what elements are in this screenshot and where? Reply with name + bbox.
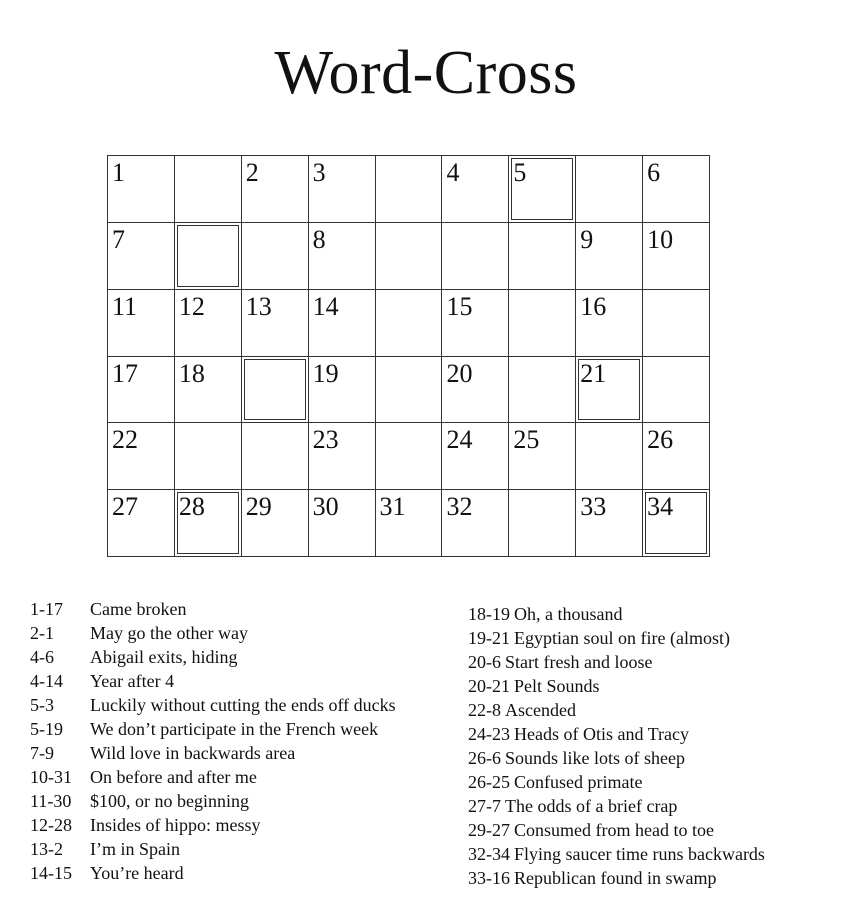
clue-text: Consumed from head to toe	[514, 820, 714, 840]
cell-number: 11	[112, 291, 138, 321]
clue-text: Oh, a thousand	[514, 604, 623, 624]
grid-cell[interactable]	[309, 423, 376, 490]
cell-number: 29	[245, 492, 272, 522]
grid-cell[interactable]	[108, 357, 175, 424]
cell-number: 24	[446, 425, 473, 455]
clue-item	[468, 746, 765, 770]
grid-cell[interactable]	[576, 290, 643, 357]
cell-number: 2	[245, 158, 259, 187]
clue-text: Egyptian soul on fire (almost)	[514, 628, 730, 648]
clue-item	[468, 842, 765, 866]
clue-ref: 10-31	[30, 767, 72, 787]
clue-text: Year after 4	[90, 671, 175, 691]
grid-cell[interactable]	[309, 156, 376, 223]
cell-number: 22	[112, 425, 138, 455]
grid-cell[interactable]	[175, 290, 242, 357]
grid-cell[interactable]	[242, 223, 309, 290]
clue-item	[468, 866, 765, 890]
clue-ref: 24-23	[468, 724, 510, 744]
clue-text: May go the other way	[90, 623, 248, 643]
grid-cell[interactable]	[643, 423, 710, 490]
cell-number: 13	[245, 291, 272, 321]
grid-cell[interactable]	[643, 490, 710, 557]
grid-cell[interactable]	[242, 490, 309, 557]
cell-number: 33	[580, 492, 607, 522]
grid-cell[interactable]	[242, 357, 309, 424]
grid-cell[interactable]	[108, 490, 175, 557]
clue-item	[468, 650, 765, 674]
clue-item	[468, 602, 765, 626]
grid-cell[interactable]	[108, 423, 175, 490]
cell-number: 20	[446, 358, 473, 388]
clue-item	[468, 626, 765, 650]
cell-number: 15	[446, 291, 473, 321]
grid-cell[interactable]	[442, 156, 509, 223]
clue-ref: 7-9	[30, 743, 54, 763]
grid-cell[interactable]	[509, 357, 576, 424]
cell-number: 8	[312, 224, 326, 254]
clue-text: The odds of a brief crap	[505, 796, 678, 816]
clue-text: On before and after me	[90, 767, 257, 787]
clue-ref: 20-6	[468, 652, 501, 672]
cell-number: 14	[312, 291, 339, 321]
clue-text: Insides of hippo: messy	[90, 815, 261, 835]
clue-text: Start fresh and loose	[505, 652, 653, 672]
clue-item	[30, 741, 396, 765]
cell-number: 12	[178, 291, 205, 321]
cell-number: 28	[178, 492, 205, 522]
grid-cell[interactable]	[175, 156, 242, 223]
grid-cell[interactable]	[108, 223, 175, 290]
clue-ref: 14-15	[30, 863, 72, 883]
grid-cell[interactable]	[442, 223, 509, 290]
cell-number: 19	[312, 358, 339, 388]
clue-text: Wild love in backwards area	[90, 743, 296, 763]
clue-text: Pelt Sounds	[514, 676, 600, 696]
clue-ref: 33-16	[468, 868, 510, 888]
grid-cell[interactable]	[175, 490, 242, 557]
cell-number: 6	[647, 158, 661, 187]
clue-text: Flying saucer time runs backwards	[514, 844, 765, 864]
clue-text: Confused primate	[514, 772, 643, 792]
cell-number: 27	[112, 492, 138, 522]
cell-number: 32	[446, 492, 473, 522]
grid-cell[interactable]	[509, 223, 576, 290]
grid-cell[interactable]	[108, 156, 175, 223]
grid-cell[interactable]	[309, 223, 376, 290]
grid-cell[interactable]	[376, 357, 443, 424]
clue-item	[30, 693, 396, 717]
grid-cell[interactable]	[242, 423, 309, 490]
clue-list-left	[30, 597, 396, 885]
grid-cell[interactable]	[576, 490, 643, 557]
cell-number: 34	[647, 492, 674, 522]
clue-ref: 29-27	[468, 820, 510, 840]
clue-ref: 19-21	[468, 628, 510, 648]
clue-ref: 11-30	[30, 791, 72, 811]
grid-cell[interactable]	[242, 156, 309, 223]
grid-cell[interactable]	[376, 490, 443, 557]
grid-cell[interactable]	[576, 223, 643, 290]
grid-cell[interactable]	[376, 290, 443, 357]
grid-cell[interactable]	[175, 357, 242, 424]
grid-cell[interactable]	[509, 156, 576, 223]
clue-ref: 13-2	[30, 839, 63, 859]
highlight-frame	[177, 225, 239, 287]
cell-number: 1	[112, 158, 125, 187]
page-title: Word-Cross	[274, 39, 578, 107]
clue-item	[468, 674, 765, 698]
grid-cell[interactable]	[643, 223, 710, 290]
clue-ref: 22-8	[468, 700, 501, 720]
grid-cell[interactable]	[309, 490, 376, 557]
clue-item	[468, 794, 765, 818]
cell-number: 5	[513, 158, 527, 187]
clue-ref: 18-19	[468, 604, 510, 624]
clue-item	[30, 813, 396, 837]
clue-text: Ascended	[505, 700, 576, 720]
clue-text: We don’t participate in the French week	[90, 719, 379, 739]
grid-cell[interactable]	[442, 290, 509, 357]
clue-text: Abigail exits, hiding	[90, 647, 238, 667]
cell-number: 17	[112, 358, 138, 388]
grid-cell[interactable]	[376, 423, 443, 490]
grid-cell[interactable]	[442, 423, 509, 490]
clue-ref: 32-34	[468, 844, 510, 864]
grid-cell[interactable]	[643, 156, 710, 223]
clue-item	[30, 789, 396, 813]
clue-ref: 26-25	[468, 772, 510, 792]
grid-cell[interactable]	[175, 223, 242, 290]
clue-item	[468, 818, 765, 842]
cell-number: 23	[312, 425, 339, 455]
cell-number: 26	[647, 425, 674, 455]
clue-item	[30, 597, 396, 621]
cell-number: 30	[312, 492, 339, 522]
clue-item	[30, 765, 396, 789]
cell-number: 10	[647, 224, 674, 254]
cell-number: 7	[112, 224, 125, 254]
clue-item	[30, 861, 396, 885]
grid-cell[interactable]	[376, 156, 443, 223]
grid-cell[interactable]	[242, 290, 309, 357]
clue-text: Came broken	[90, 599, 187, 619]
grid-cell[interactable]	[309, 290, 376, 357]
cell-number: 18	[178, 358, 205, 388]
clue-list-right	[468, 602, 765, 890]
clue-ref: 4-6	[30, 647, 54, 667]
clue-text: Republican found in swamp	[514, 868, 717, 888]
clue-item	[30, 621, 396, 645]
clue-item	[468, 698, 765, 722]
clue-text: Heads of Otis and Tracy	[514, 724, 689, 744]
clue-ref: 27-7	[468, 796, 501, 816]
clue-ref: 12-28	[30, 815, 72, 835]
cell-number: 9	[580, 224, 594, 254]
grid-cell[interactable]	[643, 290, 710, 357]
grid-cell[interactable]	[576, 423, 643, 490]
grid-cell[interactable]	[576, 156, 643, 223]
grid-cell[interactable]	[509, 290, 576, 357]
grid-cell[interactable]	[442, 490, 509, 557]
clue-text: $100, or no beginning	[90, 791, 249, 811]
grid-cell[interactable]	[175, 423, 242, 490]
cell-number: 25	[513, 425, 540, 455]
clue-item	[30, 717, 396, 741]
grid-cell[interactable]	[509, 490, 576, 557]
grid-cell[interactable]	[509, 423, 576, 490]
clue-text: You’re heard	[90, 863, 184, 883]
highlight-frame	[244, 359, 306, 421]
cell-number: 31	[379, 492, 406, 522]
clue-item	[30, 669, 396, 693]
grid-cell[interactable]	[309, 357, 376, 424]
cell-number: 3	[312, 158, 326, 187]
clue-ref: 5-3	[30, 695, 54, 715]
clue-ref: 2-1	[30, 623, 54, 643]
clue-item	[468, 770, 765, 794]
clue-text: Luckily without cutting the ends off ducks	[90, 695, 396, 715]
clue-ref: 5-19	[30, 719, 63, 739]
clue-ref: 1-17	[30, 599, 63, 619]
grid-cell[interactable]	[442, 357, 509, 424]
grid-cell[interactable]	[576, 357, 643, 424]
cell-number: 21	[580, 358, 607, 388]
cell-number: 4	[446, 158, 460, 187]
clue-ref: 4-14	[30, 671, 63, 691]
clue-ref: 26-6	[468, 748, 501, 768]
cell-number: 16	[580, 291, 607, 321]
grid-cell[interactable]	[108, 290, 175, 357]
grid-cell[interactable]	[376, 223, 443, 290]
clue-item	[30, 837, 396, 861]
clue-text: I’m in Spain	[90, 839, 180, 859]
clue-item	[30, 645, 396, 669]
clue-item	[468, 722, 765, 746]
crossword-grid	[107, 155, 710, 557]
clue-ref: 20-21	[468, 676, 510, 696]
clue-text: Sounds like lots of sheep	[505, 748, 685, 768]
grid-cell[interactable]	[643, 357, 710, 424]
